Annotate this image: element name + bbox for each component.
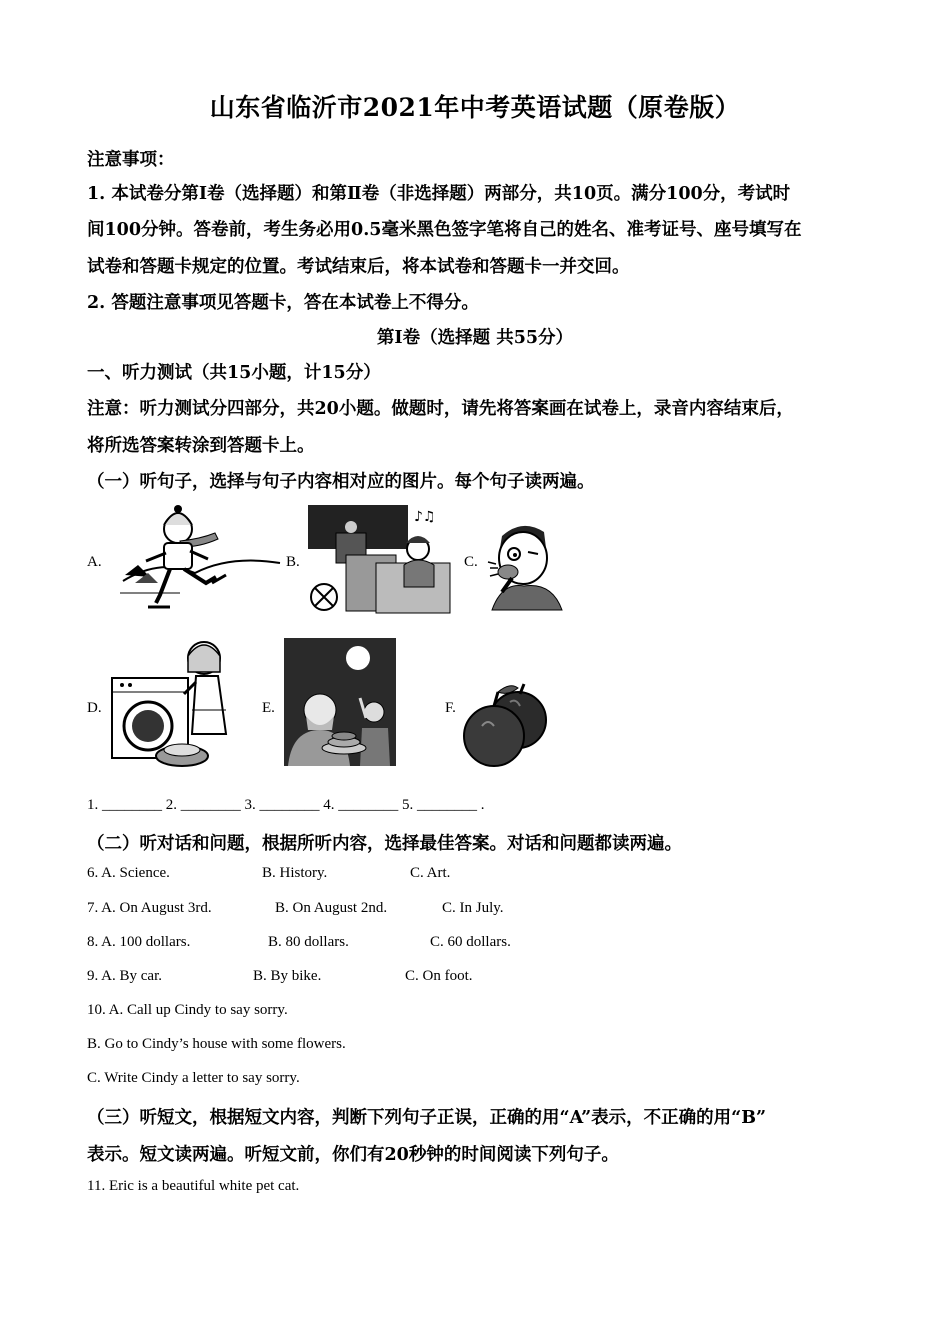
notice-heading: 注意事项： [87, 150, 175, 170]
q9-option-a: 9. A. By car. [87, 968, 162, 984]
q7-option-c: C. In July. [442, 900, 504, 916]
picture-label-d: D. [87, 700, 102, 716]
section1-note-2: 将所选答案转涂到答题卡上。 [87, 436, 315, 456]
q8-option-a: 8. A. 100 dollars. [87, 934, 191, 950]
picture-label-c: C. [464, 554, 478, 570]
sneezing-boy-icon [482, 518, 566, 614]
noisy-classroom-icon [306, 503, 452, 615]
subsection2-instruction: （二）听对话和问题，根据所听内容，选择最佳答案。对话和问题都读两遍。 [87, 834, 682, 854]
picture-label-a: A. [87, 554, 102, 570]
subsection1-instruction: （一）听句子，选择与句子内容相对应的图片。每个句子读两遍。 [87, 472, 595, 492]
q10-option-c: C. Write Cindy a letter to say sorry. [87, 1070, 300, 1086]
notice-line-2: 间100分钟。答卷前，考生务必用0.5毫米黑色签字笔将自己的姓名、准考证号、座号填写在 [87, 220, 802, 240]
q8-option-b: B. 80 dollars. [268, 934, 349, 950]
q11-statement: 11. Eric is a beautiful white pet cat. [87, 1178, 300, 1194]
q6-option-b: B. History. [262, 865, 328, 881]
q10-option-b: B. Go to Cindy’s house with some flowers. [87, 1036, 346, 1052]
q8-option-c: C. 60 dollars. [430, 934, 511, 950]
svg-text:♪♫: ♪♫ [414, 509, 436, 525]
q6-option-c: C. Art. [410, 865, 451, 881]
page-title: 山东省临沂市2021年中考英语试题（原卷版） [209, 93, 741, 122]
q9-option-c: C. On foot. [405, 968, 473, 984]
q7-option-b: B. On August 2nd. [275, 900, 388, 916]
notice-line-1: 1. 本试卷分第Ⅰ卷（选择题）和第Ⅱ卷（非选择题）两部分，共10页。满分100分，考试时 [87, 184, 791, 204]
q7-option-a: 7. A. On August 3rd. [87, 900, 212, 916]
picture-label-e: E. [262, 700, 275, 716]
skating-boy-icon [120, 503, 285, 615]
q10-option-a: 10. A. Call up Cindy to say sorry. [87, 1002, 288, 1018]
washing-machine-girl-icon [108, 638, 236, 768]
part1-title: 第I卷（选择题 共55分） [376, 328, 574, 348]
section1-note-1: 注意：听力测试分四部分，共20小题。做题时，请先将答案画在试卷上，录音内容结束后， [87, 399, 794, 419]
notice-line-4: 2. 答题注意事项见答题卡，答在本试卷上不得分。 [87, 293, 479, 313]
picture-label-f: F. [445, 700, 456, 716]
section1-title: 一、听力测试（共15小题，计15分） [87, 363, 381, 383]
q9-option-b: B. By bike. [253, 968, 322, 984]
subsection3-instruction-1: （三）听短文，根据短文内容，判断下列句子正误，正确的用“A”表示，不正确的用“B” [87, 1108, 767, 1128]
subsection3-instruction-2: 表示。短文读两遍。听短文前，你们有20秒钟的时间阅读下列句子。 [87, 1145, 619, 1165]
picture-label-b: B. [286, 554, 300, 570]
apples-icon [460, 678, 552, 770]
notice-line-3: 试卷和答题卡规定的位置。考试结束后，将本试卷和答题卡一并交回。 [87, 257, 630, 277]
q6-option-a: 6. A. Science. [87, 865, 170, 881]
answer-blanks: 1. ________ 2. ________ 3. ________ 4. ________ 5. ________ . [87, 797, 485, 813]
mooncake-family-icon [284, 638, 396, 766]
